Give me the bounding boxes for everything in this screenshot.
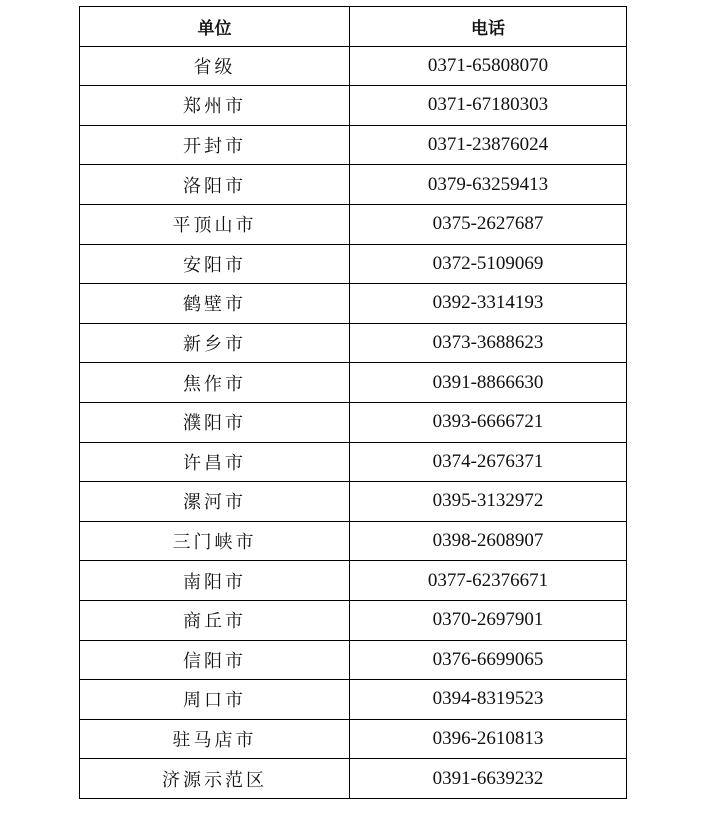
table-row <box>80 600 627 640</box>
unit-cell: 漯河市 <box>80 482 350 522</box>
unit-cell: 郑州市 <box>80 86 350 126</box>
phone-cell: 0370-2697901 <box>350 600 627 640</box>
unit-cell: 鹤壁市 <box>80 284 350 324</box>
phone-cell: 0373-3688623 <box>350 323 627 363</box>
table-row <box>80 680 627 720</box>
contact-table <box>79 6 627 799</box>
column-header-unit: 单位 <box>80 7 350 47</box>
unit-cell: 济源示范区 <box>80 759 350 799</box>
unit-cell: 洛阳市 <box>80 165 350 205</box>
phone-cell: 0391-6639232 <box>350 759 627 799</box>
header-row <box>80 7 627 47</box>
unit-cell: 信阳市 <box>80 640 350 680</box>
table-row <box>80 482 627 522</box>
unit-cell: 焦作市 <box>80 363 350 403</box>
phone-cell: 0393-6666721 <box>350 402 627 442</box>
column-header-phone: 电话 <box>350 7 627 47</box>
unit-cell: 平顶山市 <box>80 204 350 244</box>
table-row <box>80 521 627 561</box>
table-row <box>80 640 627 680</box>
phone-cell: 0379-63259413 <box>350 165 627 205</box>
phone-cell: 0371-67180303 <box>350 86 627 126</box>
table-row <box>80 204 627 244</box>
table-row <box>80 323 627 363</box>
phone-cell: 0371-65808070 <box>350 46 627 86</box>
phone-cell: 0371-23876024 <box>350 125 627 165</box>
table-row <box>80 759 627 799</box>
unit-cell: 许昌市 <box>80 442 350 482</box>
unit-cell: 驻马店市 <box>80 719 350 759</box>
table-row <box>80 284 627 324</box>
phone-cell: 0377-62376671 <box>350 561 627 601</box>
table-row <box>80 363 627 403</box>
phone-cell: 0374-2676371 <box>350 442 627 482</box>
unit-cell: 开封市 <box>80 125 350 165</box>
phone-cell: 0395-3132972 <box>350 482 627 522</box>
phone-cell: 0375-2627687 <box>350 204 627 244</box>
unit-cell: 濮阳市 <box>80 402 350 442</box>
phone-cell: 0376-6699065 <box>350 640 627 680</box>
table-row <box>80 561 627 601</box>
table-row <box>80 442 627 482</box>
phone-cell: 0392-3314193 <box>350 284 627 324</box>
phone-cell: 0372-5109069 <box>350 244 627 284</box>
contact-table-container <box>79 6 626 799</box>
table-body <box>80 46 627 798</box>
phone-cell: 0396-2610813 <box>350 719 627 759</box>
phone-cell: 0394-8319523 <box>350 680 627 720</box>
unit-cell: 商丘市 <box>80 600 350 640</box>
phone-cell: 0398-2608907 <box>350 521 627 561</box>
unit-cell: 省级 <box>80 46 350 86</box>
table-row <box>80 244 627 284</box>
table-row <box>80 125 627 165</box>
table-row <box>80 719 627 759</box>
table-row <box>80 46 627 86</box>
unit-cell: 新乡市 <box>80 323 350 363</box>
unit-cell: 安阳市 <box>80 244 350 284</box>
table-row <box>80 402 627 442</box>
unit-cell: 南阳市 <box>80 561 350 601</box>
table-row <box>80 86 627 126</box>
phone-cell: 0391-8866630 <box>350 363 627 403</box>
unit-cell: 周口市 <box>80 680 350 720</box>
unit-cell: 三门峡市 <box>80 521 350 561</box>
table-row <box>80 165 627 205</box>
